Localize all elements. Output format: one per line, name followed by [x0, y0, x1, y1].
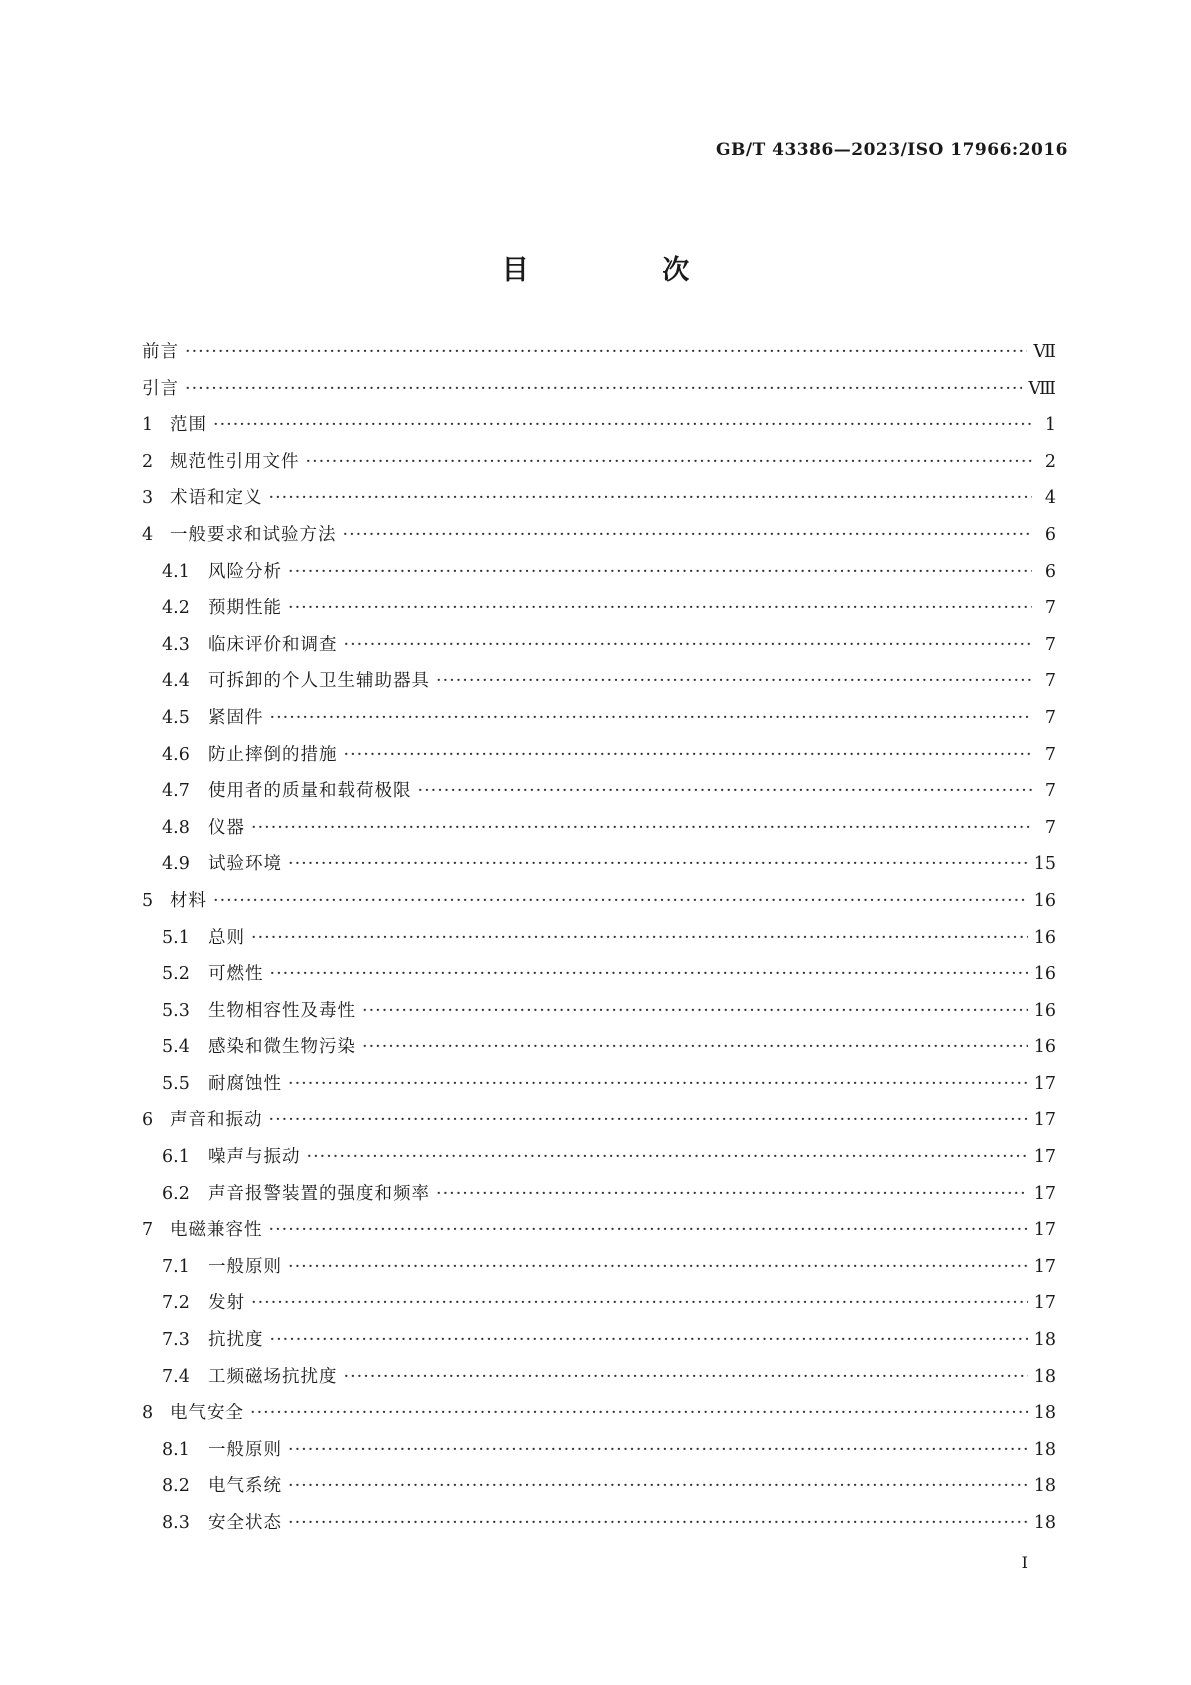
toc-entry-title: 临床评价和调查: [208, 634, 338, 655]
toc-dot-leader: [436, 671, 1032, 691]
toc-dot-leader: [344, 635, 1033, 655]
toc-entry-page: 17: [1033, 1110, 1056, 1131]
toc-entry[interactable]: [142, 1363, 1056, 1400]
toc-entry[interactable]: [142, 924, 1056, 961]
toc-entry-page: 16: [1033, 964, 1056, 985]
toc-entry[interactable]: [142, 997, 1056, 1034]
toc-entry-title: 一般原则: [208, 1439, 282, 1460]
toc-entry-number: 3: [142, 488, 154, 509]
toc-dot-leader: [344, 745, 1033, 765]
toc-entry-number: 2: [142, 451, 154, 472]
toc-entry-title: 电气安全: [170, 1403, 244, 1424]
toc-entry[interactable]: [142, 1106, 1056, 1143]
toc-entry[interactable]: [142, 521, 1056, 558]
toc-entry-page: 4: [1044, 488, 1056, 509]
toc-entry[interactable]: [142, 704, 1056, 741]
standard-code: GB/T 43386—2023/ISO 17966:2016: [715, 140, 1068, 160]
toc-entry-title: 材料: [170, 890, 207, 911]
toc-entry[interactable]: [142, 1070, 1056, 1107]
toc-dot-leader: [270, 708, 1033, 728]
page-number: I: [1021, 1553, 1028, 1572]
toc-entry-title: 术语和定义: [170, 488, 263, 509]
toc-entry-number: 7.3: [162, 1330, 190, 1351]
toc-entry[interactable]: [142, 558, 1056, 595]
toc-entry-number: 1: [142, 415, 154, 436]
toc-entry-number: 7: [142, 1220, 154, 1241]
toc-dot-leader: [362, 1037, 1028, 1057]
toc-entry-page: 7: [1044, 598, 1056, 619]
toc-entry[interactable]: [142, 1289, 1056, 1326]
toc-entry[interactable]: [142, 1216, 1056, 1253]
toc-entry[interactable]: [142, 338, 1056, 375]
toc-entry-title: 安全状态: [208, 1513, 282, 1533]
toc-entry-page: 1: [1044, 415, 1056, 436]
toc-entry-number: 6: [142, 1110, 154, 1131]
toc-entry[interactable]: [142, 777, 1056, 814]
toc-entry-page: 16: [1033, 1037, 1056, 1058]
toc-entry-page: 16: [1033, 890, 1056, 911]
toc-entry-number: 4.8: [162, 817, 190, 838]
toc-entry-title: 规范性引用文件: [170, 451, 300, 472]
toc-dot-leader: [251, 818, 1032, 838]
toc-entry-title: 发射: [208, 1293, 245, 1314]
toc-entry-number: 4.4: [162, 671, 190, 692]
toc-entry-number: 5: [142, 890, 154, 911]
toc-entry-title: 一般原则: [208, 1256, 282, 1277]
toc-entry[interactable]: [142, 1472, 1056, 1509]
toc-entry-number: 4.5: [162, 707, 190, 728]
toc-entry-number: 8.2: [162, 1476, 190, 1497]
toc-entry-title: 风险分析: [208, 561, 282, 582]
toc-entry-title: 工频磁场抗扰度: [208, 1366, 338, 1387]
toc-entry-page: 17: [1033, 1183, 1056, 1204]
toc-entry-page: 7: [1044, 781, 1056, 802]
toc-dot-leader: [288, 1476, 1028, 1496]
toc-entry[interactable]: [142, 1436, 1056, 1473]
toc-entry-number: 5.5: [162, 1073, 190, 1094]
toc-entry-title: 可拆卸的个人卫生辅助器具: [208, 671, 430, 692]
toc-entry[interactable]: [142, 1509, 1056, 1546]
toc-dot-leader: [213, 891, 1028, 911]
toc-entry-title: 噪声与振动: [208, 1147, 301, 1168]
toc-entry-page: 17: [1033, 1073, 1056, 1094]
toc-dot-leader: [436, 1184, 1028, 1204]
toc-entry-number: 8.1: [162, 1439, 190, 1460]
toc-dot-leader: [362, 1001, 1028, 1021]
toc-entry-page: Ⅷ: [1028, 378, 1056, 399]
toc-entry-title: 总则: [208, 927, 245, 948]
toc-dot-leader: [306, 452, 1033, 472]
toc-entry-title: 感染和微生物污染: [208, 1037, 356, 1058]
toc-entry[interactable]: [142, 411, 1056, 448]
toc-dot-leader: [288, 854, 1028, 874]
toc-dot-leader: [251, 1293, 1028, 1313]
toc-entry-number: 6.2: [162, 1183, 190, 1204]
toc-entry-number: 5.4: [162, 1037, 190, 1058]
toc-dot-leader: [288, 1440, 1028, 1460]
toc-entry-page: 7: [1044, 817, 1056, 838]
toc-entry[interactable]: [142, 1253, 1056, 1290]
toc-entry[interactable]: [142, 850, 1056, 887]
toc-dot-leader: [288, 1074, 1028, 1094]
toc-entry-title: 声音报警装置的强度和频率: [208, 1183, 430, 1204]
toc-dot-leader: [418, 781, 1033, 801]
toc-entry-page: 16: [1033, 927, 1056, 948]
toc-entry[interactable]: [142, 1326, 1056, 1363]
toc-entry[interactable]: [142, 960, 1056, 997]
toc-entry-page: 17: [1033, 1220, 1056, 1241]
toc-entry-title: 使用者的质量和载荷极限: [208, 781, 412, 802]
toc-dot-leader: [307, 1147, 1028, 1167]
toc-entry-page: 18: [1033, 1366, 1056, 1387]
toc-dot-leader: [288, 562, 1032, 582]
page-title: 目 次: [501, 255, 752, 286]
toc-dot-leader: [213, 415, 1032, 435]
toc-entry-page: 16: [1033, 1000, 1056, 1021]
toc-entry-title: 可燃性: [208, 964, 264, 985]
toc-entry-page: 17: [1033, 1147, 1056, 1168]
toc-entry-page: 2: [1044, 451, 1056, 472]
toc-entry-page: 7: [1044, 634, 1056, 655]
toc-dot-leader: [269, 1110, 1028, 1130]
toc-entry-page: 17: [1033, 1256, 1056, 1277]
toc-entry-title: 电气系统: [208, 1476, 282, 1497]
toc-entry-number: 7.4: [162, 1366, 190, 1387]
toc-entry[interactable]: [142, 1143, 1056, 1180]
toc-entry-number: 4: [142, 524, 154, 545]
toc-entry-page: 7: [1044, 707, 1056, 728]
toc-entry-title: 引言: [142, 378, 179, 399]
toc-entry-number: 7.1: [162, 1256, 190, 1277]
toc-dot-leader: [288, 1257, 1028, 1277]
toc-entry-page: Ⅶ: [1033, 342, 1056, 362]
toc-entry-number: 5.1: [162, 927, 190, 948]
toc-entry[interactable]: [142, 484, 1056, 521]
toc-entry-number: 8: [142, 1403, 154, 1424]
toc-dot-leader: [343, 525, 1033, 545]
toc-entry[interactable]: [142, 887, 1056, 924]
toc-entry[interactable]: [142, 1180, 1056, 1217]
toc-entry-page: 18: [1033, 1513, 1056, 1533]
toc-dot-leader: [185, 342, 1027, 362]
toc-entry[interactable]: [142, 375, 1056, 412]
toc-entry-title: 仪器: [208, 817, 245, 838]
toc-entry-number: 4.1: [162, 561, 190, 582]
toc-entry-number: 4.2: [162, 598, 190, 619]
toc-entry[interactable]: [142, 667, 1056, 704]
toc-entry-page: 18: [1033, 1330, 1056, 1351]
toc-entry-page: 7: [1044, 744, 1056, 765]
toc-entry-title: 声音和振动: [170, 1110, 263, 1131]
toc-dot-leader: [288, 598, 1032, 618]
toc-dot-leader: [344, 1367, 1028, 1387]
toc-entry-page: 17: [1033, 1293, 1056, 1314]
toc-dot-leader: [251, 928, 1028, 948]
toc-entry-number: 8.3: [162, 1513, 190, 1533]
toc-dot-leader: [288, 1513, 1028, 1533]
toc-dot-leader: [269, 488, 1033, 508]
toc-entry[interactable]: [142, 631, 1056, 668]
toc-entry-title: 防止摔倒的措施: [208, 744, 338, 765]
toc-entry-title: 抗扰度: [208, 1330, 264, 1351]
toc-entry-title: 范围: [170, 415, 207, 436]
toc-entry-title: 电磁兼容性: [170, 1220, 263, 1241]
toc-entry-title: 生物相容性及毒性: [208, 1000, 356, 1021]
toc-entry-title: 紧固件: [208, 707, 264, 728]
toc-entry-page: 15: [1033, 854, 1056, 875]
toc-entry-number: 5.2: [162, 964, 190, 985]
toc-dot-leader: [250, 1403, 1028, 1423]
toc-dot-leader: [270, 964, 1028, 984]
toc-entry-page: 6: [1044, 561, 1056, 582]
toc-entry-number: 4.3: [162, 634, 190, 655]
toc-entry-page: 6: [1044, 524, 1056, 545]
toc-entry-title: 耐腐蚀性: [208, 1073, 282, 1094]
toc-entry-number: 4.6: [162, 744, 190, 765]
toc-entry-page: 7: [1044, 671, 1056, 692]
toc-entry[interactable]: [142, 1399, 1056, 1436]
toc-entry-page: 18: [1033, 1403, 1056, 1424]
toc-entry[interactable]: [142, 741, 1056, 778]
toc-entry[interactable]: [142, 448, 1056, 485]
toc-entry-number: 4.7: [162, 781, 190, 802]
table-of-contents: [142, 338, 1056, 1546]
toc-entry[interactable]: [142, 1033, 1056, 1070]
toc-dot-leader: [185, 379, 1022, 399]
toc-dot-leader: [270, 1330, 1028, 1350]
toc-entry-number: 7.2: [162, 1293, 190, 1314]
toc-entry-title: 预期性能: [208, 598, 282, 619]
toc-entry-title: 前言: [142, 342, 179, 362]
toc-entry-title: 一般要求和试验方法: [170, 524, 337, 545]
toc-entry[interactable]: [142, 814, 1056, 851]
toc-entry-number: 4.9: [162, 854, 190, 875]
toc-entry-title: 试验环境: [208, 854, 282, 875]
toc-entry-number: 5.3: [162, 1000, 190, 1021]
toc-entry[interactable]: [142, 594, 1056, 631]
toc-entry-number: 6.1: [162, 1147, 190, 1168]
toc-entry-page: 18: [1033, 1439, 1056, 1460]
toc-dot-leader: [269, 1220, 1028, 1240]
toc-entry-page: 18: [1033, 1476, 1056, 1497]
